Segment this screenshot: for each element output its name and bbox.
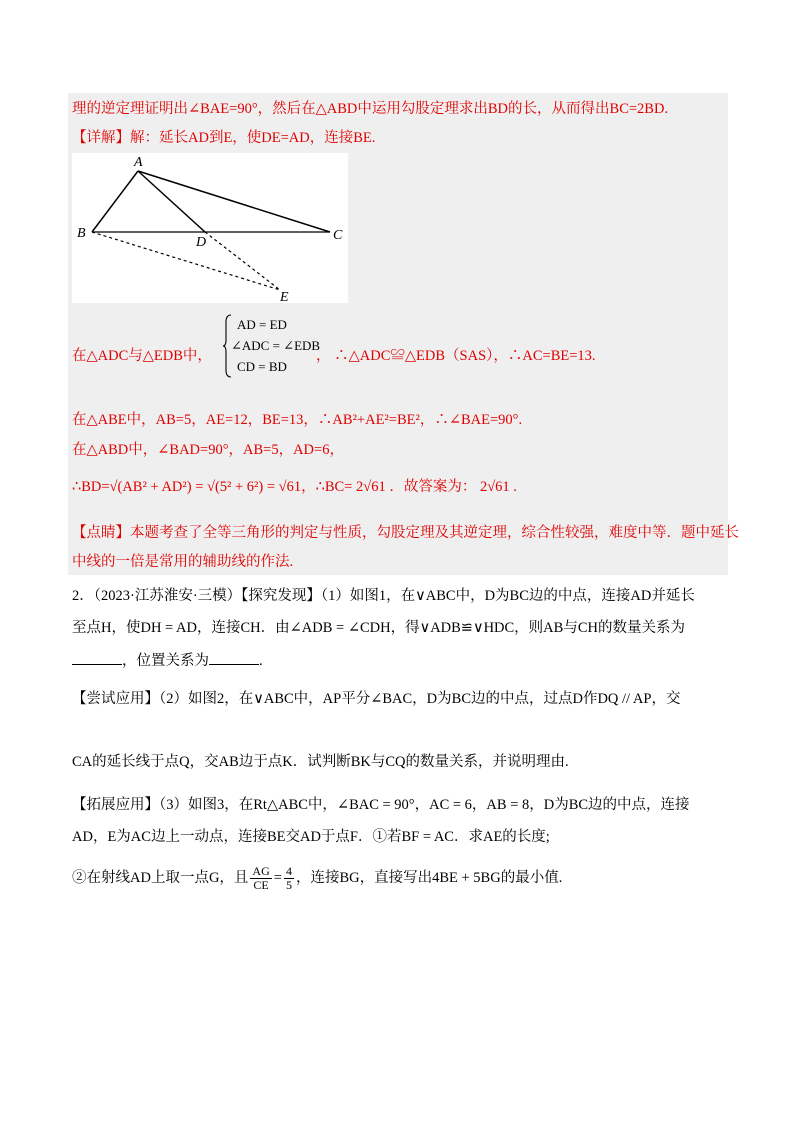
label-c: C xyxy=(333,228,343,243)
answer-blank-2 xyxy=(209,650,259,665)
fraction2-numerator: 4 xyxy=(285,864,292,879)
triangle-diagram xyxy=(72,153,348,303)
system-eq-3: CD = BD xyxy=(237,359,287,374)
solution-line-abe: 在△ABE中，AB=5，AE=12，BE=13，∴AB²+AE²=BE²，∴∠BAE=90°. xyxy=(72,412,523,428)
congruence-result: ， ∴△ADC≌△EDB（SAS），∴AC=BE=13. xyxy=(316,348,596,364)
segment-de-dashed xyxy=(205,232,280,290)
label-e: E xyxy=(280,290,289,303)
system-eq-1: AD = ED xyxy=(237,317,287,332)
problem-3-min-text: ，连接BG，直接写出4BE + 5BG的最小值. xyxy=(295,870,563,886)
segment-ac xyxy=(138,171,330,232)
problem-1-line-1: 2．（2023·江苏淮安·三模）【探究发现】（1）如图1，在∨ABC中，D为BC边的中点，连接AD并延长 xyxy=(72,588,695,604)
problem-3-line-2: AD，E为AC边上一动点，连接BE交AD于点F．①若BF = AC．求AE的长度; xyxy=(72,829,550,845)
comment-line-1: 【点睛】本题考查了全等三角形的判定与性质，勾股定理及其逆定理，综合性较强，难度中等．题中延长 xyxy=(72,525,739,541)
problem-1-line-2: 至点H，使DH = AD，连接CH．由∠ADB = ∠CDH，得∨ADB≌∨HDC，则AB与CH的数量关系为 xyxy=(72,620,685,636)
fraction-equals: = xyxy=(273,870,282,886)
fraction-ag-ce xyxy=(250,865,271,892)
solution-line-intro: 理的逆定理证明出∠BAE=90°，然后在△ABD中运用勾股定理求出BD的长，从而得出BC=2BD. xyxy=(72,101,669,117)
segment-ab xyxy=(92,171,138,232)
congruence-prefix: 在△ADC与△EDB中， xyxy=(72,348,212,364)
problem-3-line-1: 【拓展应用】（3）如图3，在Rt△ABC中，∠BAC = 90°，AC = 6，AB = 8，D为BC边的中点，连接 xyxy=(72,797,690,813)
answer-blank-1 xyxy=(72,650,122,665)
problem-1-position-text: ，位置关系为 xyxy=(122,653,209,669)
problem-3-ray-text: ②在射线AD上取一点G，且 xyxy=(72,870,249,886)
problem-2-line-1: 【尝试应用】（2）如图2，在∨ABC中，AP平分∠BAC，D为BC边的中点，过点D作DQ // AP，交 xyxy=(72,691,681,707)
system-eq-2: ∠ADC = ∠EDB xyxy=(231,338,321,353)
solution-detail-line: 【详解】解：延长AD到E，使DE=AD，连接BE. xyxy=(72,130,376,146)
label-b: B xyxy=(77,226,86,241)
fraction2-denominator: 5 xyxy=(285,878,292,893)
fraction-denominator: CE xyxy=(253,878,269,893)
geometry-figure xyxy=(72,153,348,303)
fraction-numerator: AG xyxy=(252,864,270,879)
solution-line-abd: 在△ABD中，∠BAD=90°，AB=5，AD=6， xyxy=(72,442,344,458)
label-a: A xyxy=(134,155,143,170)
comment-line-2: 中线的一倍是常用的辅助线的作法. xyxy=(72,554,294,570)
problem-3-line-3 xyxy=(72,862,562,894)
solution-line-bd: ∴BD=√(AB² + AD²) = √(5² + 6²) = √61，∴BC= 2√61 ．故答案为： 2√61 . xyxy=(72,479,517,495)
problem-2-line-2: CA的延长线于点Q，交AB边于点K．试判断BK与CQ的数量关系，并说明理由. xyxy=(72,754,569,770)
label-d: D xyxy=(196,235,207,250)
problem-1-line-3 xyxy=(72,650,263,671)
fraction-four-fifths xyxy=(284,865,294,892)
segment-ad xyxy=(138,171,205,232)
segment-be-dashed xyxy=(92,232,280,290)
problem-1-period: . xyxy=(259,653,263,669)
